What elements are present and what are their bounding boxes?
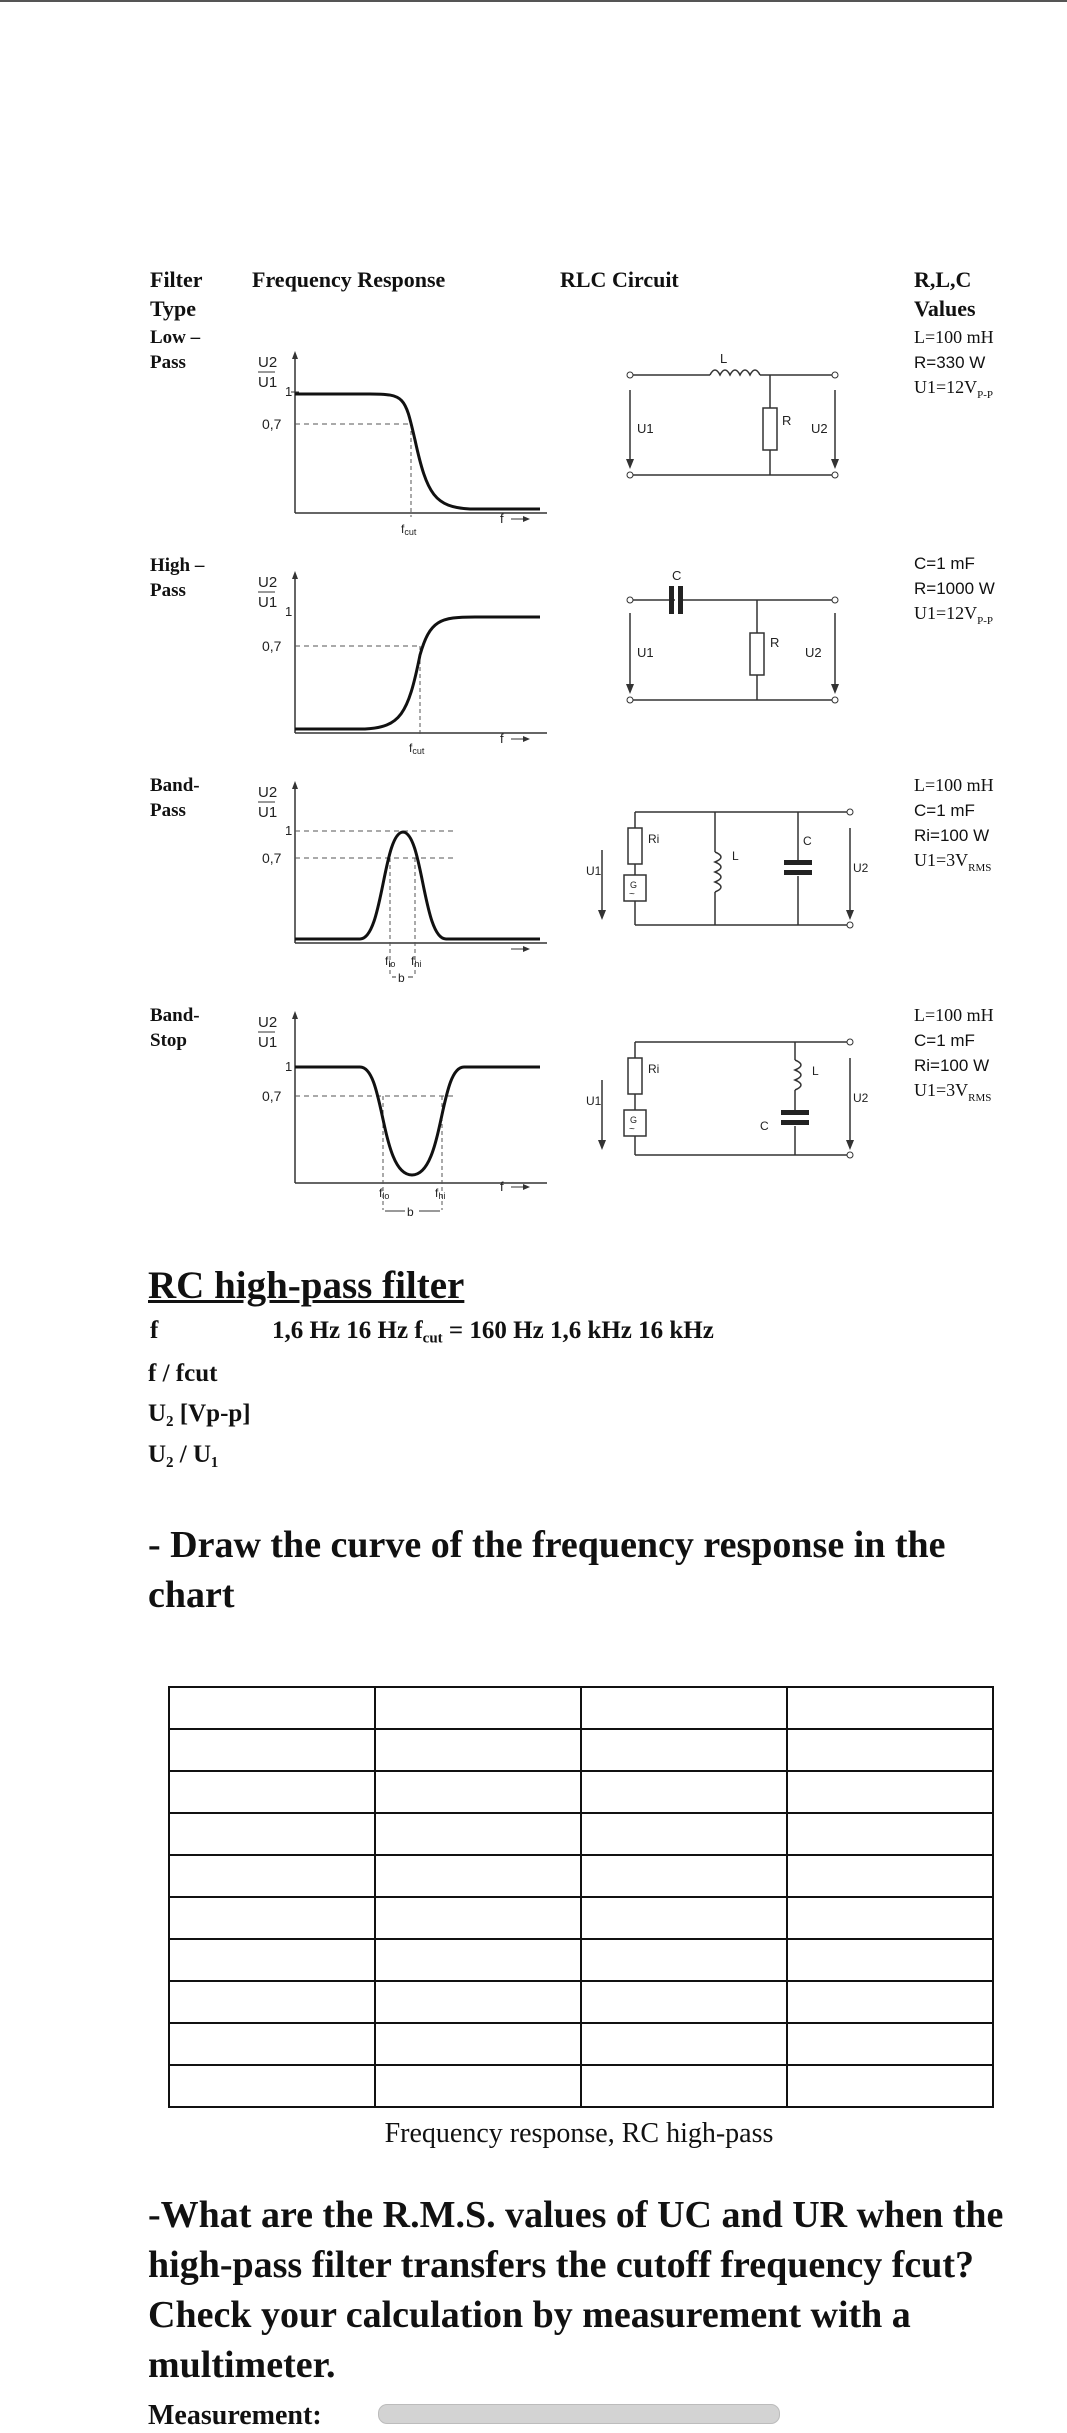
grid-cell [787, 2065, 993, 2107]
grid-row [169, 1813, 993, 1855]
resistor-ri [628, 828, 642, 864]
scrollbar-handle[interactable] [378, 2404, 780, 2424]
label-l: L [720, 351, 728, 366]
grid-cell [787, 1687, 993, 1729]
grid-cell [581, 1813, 787, 1855]
capacitor-plate [784, 870, 812, 875]
values-high-pass: C=1 mF R=1000 W $U1=12V_{P-P}$ [914, 554, 995, 627]
label-g: G [630, 880, 638, 890]
label-r: R [770, 635, 780, 650]
y-label-den: U1 [258, 1034, 278, 1051]
label-u2: U2 [811, 421, 828, 436]
grid-cell [787, 1981, 993, 2023]
tick-one: 1 [285, 384, 293, 399]
circuit-low-pass [615, 345, 855, 500]
grid-cell [169, 2065, 375, 2107]
y-label-num: U2 [258, 354, 278, 371]
filter-type-high-pass: High – Pass [150, 555, 205, 601]
grid-cell [375, 1813, 581, 1855]
capacitor-plate [669, 586, 674, 614]
grid-cell [169, 2023, 375, 2065]
grid-row [169, 1687, 993, 1729]
grid-cell [787, 2023, 993, 2065]
fcut-label: fcut [409, 741, 425, 756]
x-label: f [500, 1179, 504, 1194]
resistor-ri [628, 1058, 642, 1094]
top-rule [0, 0, 1067, 2]
label-c: C [760, 1119, 769, 1133]
resistor-r [750, 633, 764, 675]
grid-cell [375, 1897, 581, 1939]
label-l: L [812, 1064, 819, 1078]
y-label-den: U1 [258, 374, 278, 391]
grid-cell [581, 1855, 787, 1897]
axes [295, 355, 547, 513]
y-label-den: U1 [258, 594, 278, 611]
tick-07: 0,7 [262, 850, 282, 866]
label-u1: U1 [637, 645, 654, 660]
values-low-pass: L=100 mH R=330 W $U1=12V_{P-P}$ [914, 327, 994, 401]
grid-row [169, 1729, 993, 1771]
label-u1: U1 [637, 421, 654, 436]
rc-row-u2u1: U₂ / U₁ [148, 1441, 219, 1468]
grid-cell [787, 1897, 993, 1939]
grid-cell [169, 1855, 375, 1897]
tick-07: 0,7 [262, 638, 282, 654]
chart-caption: Frequency response, RC high-pass [384, 2118, 774, 2149]
chart-grid [168, 1686, 994, 2108]
grid-cell [581, 2065, 787, 2107]
draw-instruction: - Draw the curve of the frequency response in the chart [148, 1524, 946, 1616]
grid-cell [581, 1729, 787, 1771]
capacitor-plate [781, 1120, 809, 1125]
response-curve [295, 394, 540, 509]
grid-cell [169, 1981, 375, 2023]
y-label-num: U2 [258, 784, 278, 801]
label-u1: U1 [586, 1094, 602, 1108]
grid-row [169, 2065, 993, 2107]
grid-cell [375, 1855, 581, 1897]
label-ac: ~ [629, 1124, 635, 1135]
response-curve [295, 1067, 540, 1175]
grid-cell [581, 1939, 787, 1981]
grid-cell [375, 1729, 581, 1771]
label-u1: U1 [586, 864, 602, 878]
circuit-band-stop [580, 1030, 869, 1180]
capacitor-plate [678, 586, 683, 614]
tick-one: 1 [285, 823, 293, 838]
grid-cell [581, 2023, 787, 2065]
label-c: C [803, 834, 812, 848]
rc-row-ratio: f / fcut [148, 1360, 218, 1387]
grid-cell [169, 1729, 375, 1771]
flo-label: flo [379, 1186, 390, 1201]
question-text: -What are the R.M.S. values of UC and UR when the high-pass filter transfers the cutoff frequency fcut? Check your calculation by measurement with a multimeter. [148, 2194, 1004, 2386]
label-u2: U2 [853, 1091, 869, 1105]
filter-type-band-pass: Band- Pass [150, 775, 200, 821]
fhi-label: fhi [411, 954, 422, 969]
rc-title: RC high-pass filter [148, 1264, 465, 1307]
circuit-high-pass [615, 565, 855, 725]
header-rlc-values: R,L,C Values [914, 267, 976, 321]
grid-cell [375, 1771, 581, 1813]
capacitor-plate [784, 860, 812, 865]
tick-one: 1 [285, 1059, 293, 1074]
response-curve [295, 832, 540, 939]
response-curve [295, 617, 540, 729]
grid-row [169, 2023, 993, 2065]
x-label: f [500, 731, 504, 746]
grid-cell [169, 1771, 375, 1813]
header-rlc-circuit: RLC Circuit [560, 267, 679, 292]
grid-cell [787, 1939, 993, 1981]
label-g: G [630, 1115, 638, 1125]
measurement-label: Measurement: [148, 2400, 322, 2431]
flo-label: flo [385, 954, 396, 969]
label-ri: Ri [648, 1062, 660, 1076]
y-label-den: U1 [258, 804, 278, 821]
label-ac: ~ [629, 889, 635, 900]
grid-cell [169, 1939, 375, 1981]
tick-07: 0,7 [262, 416, 282, 432]
grid-cell [581, 1687, 787, 1729]
grid-row [169, 1771, 993, 1813]
label-u2: U2 [805, 645, 822, 660]
x-label: f [500, 511, 504, 526]
capacitor-plate [781, 1110, 809, 1115]
y-label-num: U2 [258, 1014, 278, 1031]
grid-cell [169, 1813, 375, 1855]
grid-row [169, 1855, 993, 1897]
grid-cell [581, 1771, 787, 1813]
grid-row [169, 1897, 993, 1939]
header-filter-type: Filter Type [150, 267, 203, 321]
grid-row [169, 1939, 993, 1981]
grid-cell [375, 2023, 581, 2065]
grid-cell [169, 1687, 375, 1729]
grid-cell [375, 1687, 581, 1729]
tick-one: 1 [285, 604, 293, 619]
grid-cell [375, 1939, 581, 1981]
fhi-label: fhi [435, 1186, 446, 1201]
fcut-label: fcut [401, 522, 417, 537]
values-band-stop: L=100 mH C=1 mF Ri=100 W $U1=3V_{RMS}$ [914, 1005, 994, 1104]
tick-07: 0,7 [262, 1088, 282, 1104]
plot-low-pass [255, 345, 555, 535]
grid-cell [581, 1981, 787, 2023]
b-label: b [407, 1205, 414, 1219]
filter-type-band-stop: Band- Stop [150, 1005, 200, 1051]
b-label: b [398, 971, 405, 985]
grid-cell [169, 1897, 375, 1939]
label-ri: Ri [648, 832, 660, 846]
rc-row-f-values: 1,6 Hz 16 Hz $f_{cut} = 160$ Hz 1,6 kHz 16 kHz [272, 1317, 714, 1347]
plot-high-pass [255, 565, 555, 755]
grid-cell [375, 1981, 581, 2023]
grid-row [169, 1981, 993, 2023]
grid-cell [787, 1855, 993, 1897]
grid-cell [581, 1897, 787, 1939]
header-frequency-response: Frequency Response [252, 267, 446, 292]
values-band-pass: L=100 mH C=1 mF Ri=100 W $U1=3V_{RMS}$ [914, 775, 994, 874]
label-u2: U2 [853, 861, 869, 875]
y-label-num: U2 [258, 574, 278, 591]
rc-row-u2: U₂ [Vp-p] [148, 1400, 251, 1427]
resistor-r [763, 408, 777, 450]
circuit-band-pass [580, 800, 869, 950]
rc-row-f: f [150, 1317, 159, 1344]
grid-cell [787, 1771, 993, 1813]
grid-cell [787, 1729, 993, 1771]
label-l: L [732, 849, 739, 863]
label-r: R [782, 413, 792, 428]
grid-cell [375, 2065, 581, 2107]
grid-cell [787, 1813, 993, 1855]
filter-type-low-pass: Low – Pass [150, 327, 201, 373]
label-c: C [672, 568, 682, 583]
plot-band-stop [255, 1005, 555, 1230]
plot-band-pass [255, 775, 555, 990]
